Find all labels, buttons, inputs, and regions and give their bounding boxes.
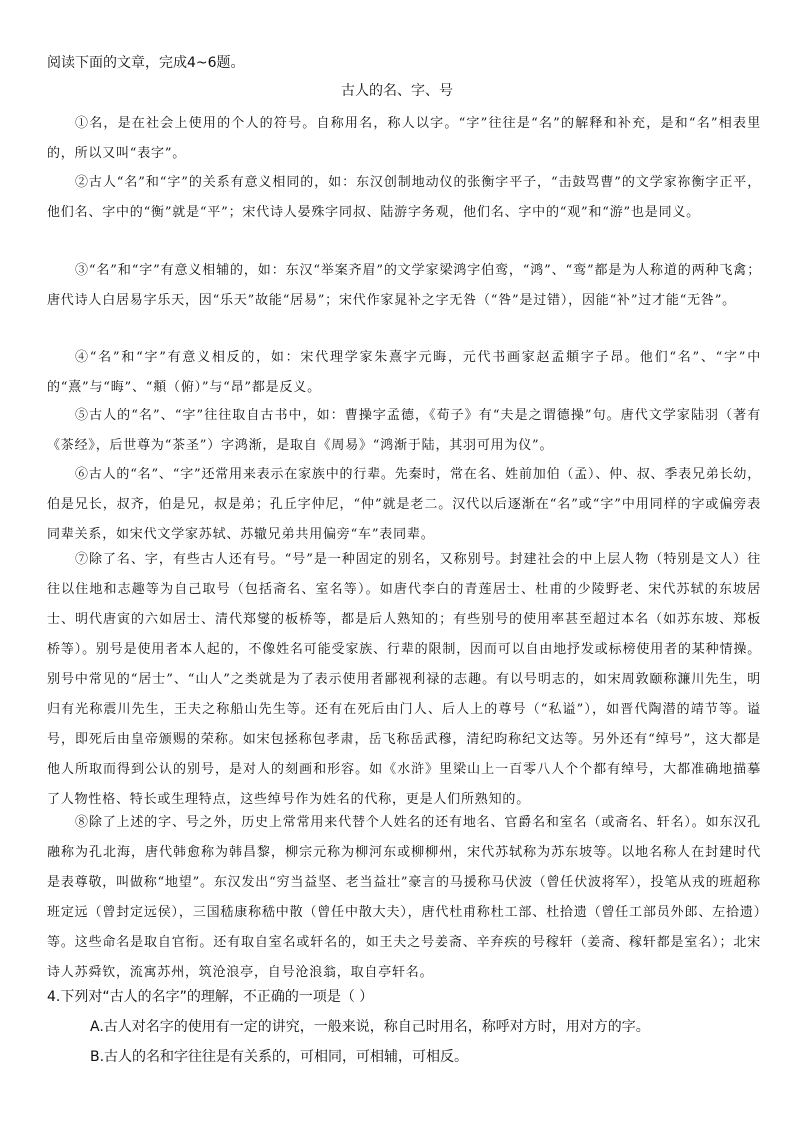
question-4-stem: 4.下列对“古人的名字”的理解，不正确的一项是（ ） [47,989,374,1005]
paragraph-4: ④“名”和“字”有意义相反的，如：宋代理学家朱熹字元晦，元代书画家赵孟頫字子昂。他们“名”、“字”中的“熹”与“晦”、“頫（俯）”与“昂”都是反义。 [47,350,761,395]
article-title: 古人的名、字、号 [341,83,453,99]
option-b: B.古人的名和字往往是有关系的，可相同，可相辅，可相反。 [90,1049,469,1065]
paragraph-6: ⑥古人的“名”、“字”还常用来表示在家族中的行辈。先秦时，常在名、姓前加伯（孟）、仲、叔、季表兄弟长幼，伯是兄长，叔齐，伯是兄，叔是弟；孔丘字仲尼，“仲”就是老二。汉代以后逐渐在“名”或“字”中用同样的字或偏旁表同辈关系，如宋代文学家苏轼、苏辙兄弟共用偏旁“车”表同辈。 [47,467,761,542]
paragraph-3: ③“名”和“字”有意义相辅的，如：东汉“举案齐眉”的文学家梁鸿字伯鸾，“鸿”、“鸾”都是为人称道的两种飞禽；唐代诗人白居易字乐天，因“乐天”故能“居易”；宋代作家晁补之字无咎（“咎”是过错），因能“补”过才能“无咎”。 [47,263,761,308]
reading-instruction: 阅读下面的文章，完成4~6题。 [47,55,245,71]
paragraph-1: ①名，是在社会上使用的个人的符号。自称用名，称人以字。“字”往往是“名”的解释和补充，是和“名”相表里的，所以又叫“表字”。 [47,116,761,161]
paragraph-7: ⑦除了名、字，有些古人还有号。“号”是一种固定的别名，又称别号。封建社会的中上层人物（特别是文人）往往以住地和志趣等为自己取号（包括斋名、室名等）。如唐代李白的青莲居士、杜甫的少陵野老、宋代苏轼的东坡居士、明代唐寅的六如居士、清代郑燮的板桥等，都是后人熟知的；有些别号的使用率甚至超过本名（如苏东坡、郑板桥等）。别号是使用者本人起的，不像姓名可能受家族、行辈的限制，因而可以自由地抒发或标榜使用者的某种情操。别号中常见的“居士”、“山人”之类就是为了表示使用者鄙视利禄的志趣。有以号明志的，如宋周敦颐称濂川先生，明归有光称震川先生，王夫之称船山先生等。还有在死后由门人、后人上的尊号（“私谥”），如晋代陶潜的靖节等。谥号，即死后由皇帝颁赐的荣称。如宋包拯称包孝肃，岳飞称岳武穆，清纪昀称纪文达等。另外还有“绰号”，这大都是他人所取而得到公认的别号，是对人的刻画和形容。如《水浒》里梁山上一百零八人个个都有绰号，大都准确地描摹了人物性格、特长或生理特点，这些绰号作为姓名的代称，更是人们所熟知的。 [47,552,761,807]
paragraph-8: ⑧除了上述的字、号之外，历史上常常用来代替个人姓名的还有地名、官爵名和室名（或斋名、轩名）。如东汉孔融称为孔北海，唐代韩愈称为韩昌黎，柳宗元称为柳河东或柳柳州，宋代苏轼称为苏东坡等。以地名称人在封建时代是表尊敬，叫做称“地望”。东汉发出“穷当益坚、老当益壮”豪言的马援称马伏波（曾任伏波将军），投笔从戎的班超称班定远（曾封定远侯），三国嵇康称嵇中散（曾任中散大夫），唐代杜甫称杜工部、杜拾遗（曾任工部员外郎、左拾遗）等。这些命名是取自官衔。还有取自室名或轩名的，如王夫之号姜斋、辛弃疾的号稼轩（姜斋、稼轩都是室名）；北宋诗人苏舜钦，流寓苏州，筑沧浪亭，自号沧浪翁，取自亭轩名。 [47,815,761,980]
option-a: A.古人对名字的使用有一定的讲究，一般来说，称自己时用名，称呼对方时，用对方的字。 [90,1019,650,1035]
paragraph-2: ②古人“名”和“字”的关系有意义相同的，如：东汉创制地动仪的张衡字平子，“击鼓骂曹”的文学家祢衡字正平，他们名、字中的“衡”就是“平”；宋代诗人晏殊字同叔、陆游字务观，他们名、字中的“观”和“游”也是同义。 [47,175,761,220]
paragraph-5: ⑤古人的“名”、“字”往往取自古书中，如：曹操字孟德，《荀子》有“夫是之谓德操”句。唐代文学家陆羽（著有《茶经》，后世尊为“茶圣”）字鸿渐，是取自《周易》“鸿渐于陆，其羽可用为仪”。 [47,408,761,453]
